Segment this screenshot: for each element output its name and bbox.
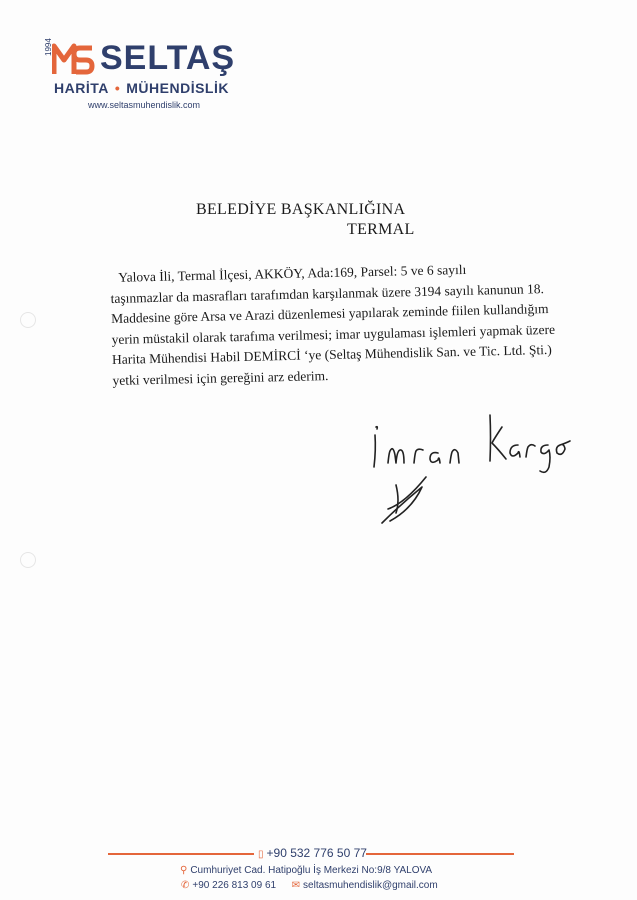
company-website: www.seltasmuhendislik.com xyxy=(88,100,201,110)
company-tagline xyxy=(54,80,229,96)
logo-mark-icon xyxy=(52,40,96,76)
body-line: Yalova İli, Termal İlçesi, AKKÖY, Ada:169, Parsel: 5 ve 6 sayılı xyxy=(118,261,467,285)
tagline-dot: • xyxy=(114,80,121,96)
office-phone-number: +90 226 813 09 61 xyxy=(192,880,277,891)
office-contacts xyxy=(181,880,438,891)
addressee-heading: BELEDİYE BAŞKANLIĞINA xyxy=(196,201,406,218)
mail-icon: ✉ xyxy=(291,880,301,891)
letterhead-footer xyxy=(0,838,637,898)
email-address: seltasmuhendislik@gmail.com xyxy=(303,880,438,891)
company-name: SELTAŞ xyxy=(100,39,236,77)
tagline-left: HARİTA xyxy=(54,80,109,96)
office-phone-icon: ✆ xyxy=(181,880,190,891)
punch-hole-mark xyxy=(20,552,36,568)
mobile-phone xyxy=(258,846,367,860)
body-line: taşınmazlar da masrafları tarafımdan karşılanmak üzere 3194 sayılı kanunun 18. xyxy=(110,280,545,306)
addressee-location: TERMAL xyxy=(347,221,415,238)
body-line: Maddesine göre Arsa ve Arazi düzenlemesi yapılarak zeminde fiilen kullandığım xyxy=(110,301,549,326)
office-address xyxy=(180,865,432,876)
company-logo xyxy=(44,38,264,118)
phone-icon: ▯ xyxy=(258,849,264,860)
mobile-phone-number: +90 532 776 50 77 xyxy=(266,846,367,860)
petition-body xyxy=(110,258,573,391)
punch-hole-mark xyxy=(20,312,36,328)
tagline-right: MÜHENDİSLİK xyxy=(126,80,229,96)
body-line: yetki verilmesi için gereğini arz ederim. xyxy=(112,367,329,388)
body-line: yerin müstakil olarak tarafıma verilmesi; imar uygulaması işlemleri yapmak üzere xyxy=(111,321,556,347)
location-pin-icon: ⚲ xyxy=(180,865,188,876)
body-line: Harita Mühendisi Habil DEMİRCİ ‘ye (Seltaş Mühendislik San. ve Tic. Ltd. Şti.) xyxy=(111,341,552,367)
logo-year: 1994 xyxy=(44,38,53,56)
footer-divider xyxy=(108,853,254,855)
address-text: Cumhuriyet Cad. Hatipoğlu İş Merkezi No:9/8 YALOVA xyxy=(190,865,433,876)
footer-divider xyxy=(366,853,514,855)
handwritten-signature xyxy=(360,405,580,535)
